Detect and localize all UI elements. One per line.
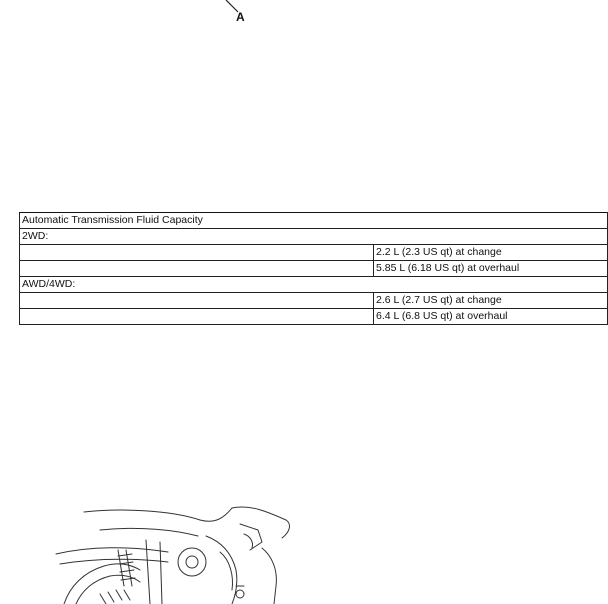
value-2wd-change: 2.2 L (2.3 US qt) at change [373,245,607,261]
empty-cell [20,261,374,277]
group-label-2wd: 2WD: [20,229,608,245]
table-row [20,261,608,277]
callout-leader-illustration [0,0,608,40]
transmission-line-drawing [0,490,608,604]
table-row [20,309,608,325]
value-2wd-overhaul: 5.85 L (6.18 US qt) at overhaul [373,261,607,277]
table-group-row [20,277,608,293]
value-awd-overhaul: 6.4 L (6.8 US qt) at overhaul [373,309,607,325]
table-row [20,293,608,309]
group-label-awd-4wd: AWD/4WD: [20,277,608,293]
empty-cell [20,293,374,309]
table-title-row [20,213,608,229]
table-title: Automatic Transmission Fluid Capacity [20,213,608,229]
empty-cell [20,245,374,261]
value-awd-change: 2.6 L (2.7 US qt) at change [373,293,607,309]
table-row [20,245,608,261]
table-group-row [20,229,608,245]
fluid-capacity-table [19,212,608,325]
callout-label-a: A [236,10,245,24]
empty-cell [20,309,374,325]
